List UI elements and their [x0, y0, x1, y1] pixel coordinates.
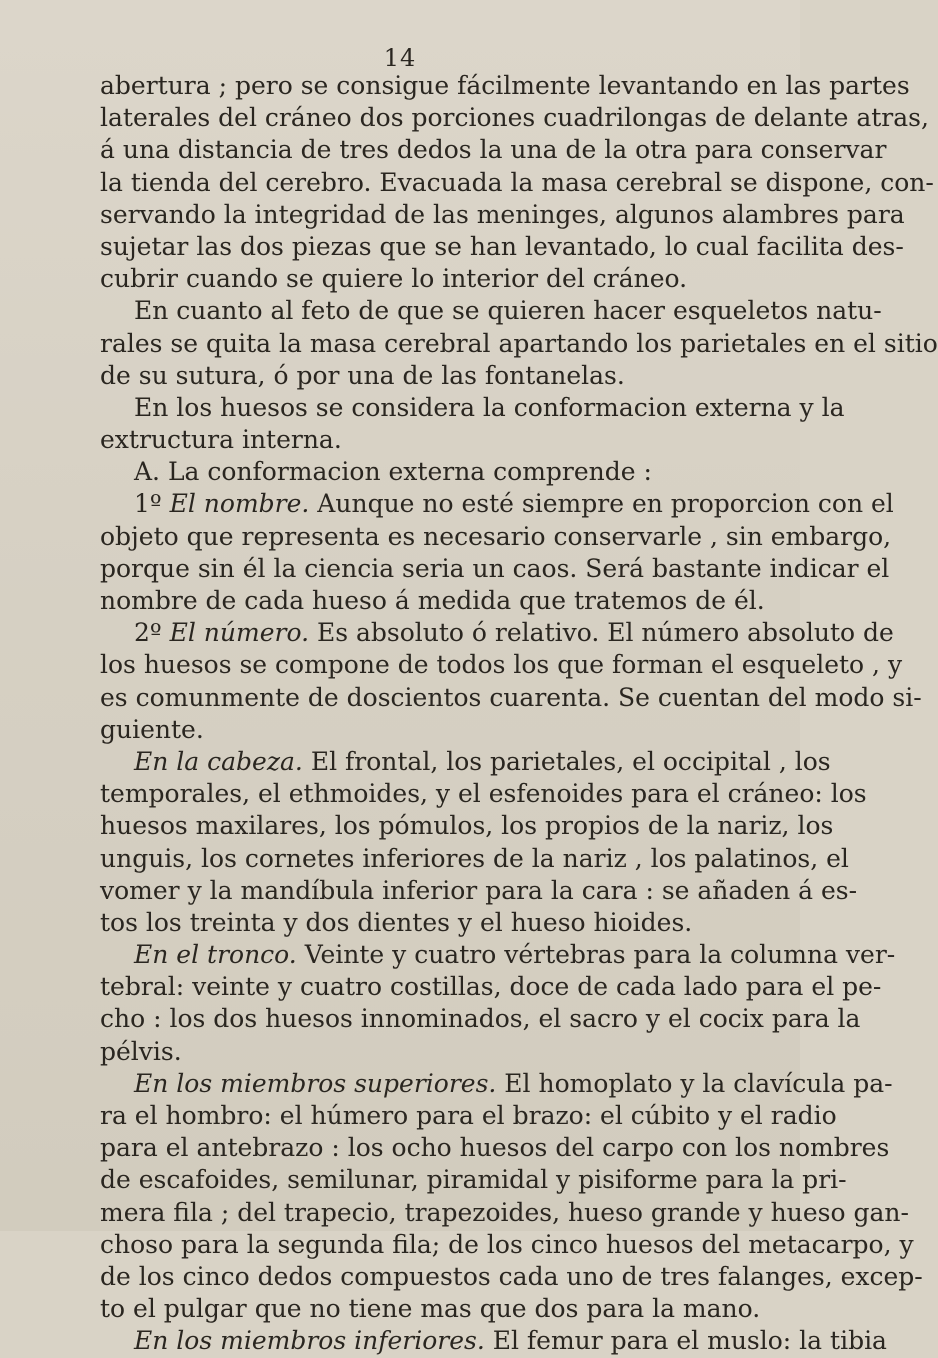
text-line: para el antebrazo : los ocho huesos del carpo con los nombres: [100, 1133, 890, 1163]
text-line: sujetar las dos piezas que se han levantado, lo cual facilita des-: [100, 231, 904, 261]
text-line: abertura ; pero se consigue fácilmente levantando en las partes: [100, 71, 910, 100]
text-line: guiente.: [100, 714, 204, 744]
text-line: á una distancia de tres dedos la una de la otra para conservar: [100, 135, 887, 165]
text-line: pélvis.: [100, 1036, 182, 1066]
italic-heading: En los miembros inferiores.: [134, 1326, 485, 1356]
text-line: tos los treinta y dos dientes y el hueso hioides.: [100, 907, 693, 937]
text-line: huesos maxilares, los pómulos, los propios de la nariz, los: [100, 811, 834, 841]
text-line: objeto que representa es necesario conservarle , sin embargo,: [100, 521, 892, 551]
italic-heading: En la cabeza.: [134, 746, 303, 776]
text-line: En la cabeza. El frontal, los parietales, el occipital , los: [134, 746, 831, 776]
text-line: choso para la segunda fila; de los cinco huesos del metacarpo, y: [100, 1229, 914, 1259]
text-line: de escafoides, semilunar, piramidal y pisiforme para la pri-: [100, 1165, 847, 1195]
text-line: cho : los dos huesos innominados, el sacro y el cocix para la: [100, 1004, 861, 1034]
page-number: 14: [383, 44, 417, 72]
text-line: laterales del cráneo dos porciones cuadrilongas de delante atras,: [100, 103, 929, 133]
text-line: de su sutura, ó por una de las fontanelas.: [100, 360, 625, 390]
text-line: es comunmente de doscientos cuarenta. Se cuentan del modo si-: [100, 682, 922, 712]
text-line: tebral: veinte y cuatro costillas, doce de cada lado para el pe-: [100, 972, 882, 1002]
text-line: 1º El nombre. Aunque no esté siempre en proporcion con el: [134, 489, 894, 519]
text-line: porque sin él la ciencia seria un caos. Será bastante indicar el: [100, 553, 890, 583]
text-line: rales se quita la masa cerebral apartando los parietales en el sitio: [100, 328, 938, 358]
text-line: to el pulgar que no tiene mas que dos para la mano.: [100, 1294, 761, 1324]
text-line: En los miembros inferiores. El femur para el muslo: la tibia: [134, 1326, 887, 1356]
text-line: nombre de cada hueso á medida que tratemos de él.: [100, 586, 765, 615]
text-line: los huesos se compone de todos los que forman el esqueleto , y: [100, 650, 903, 680]
text-line: A. La conformacion externa comprende :: [134, 457, 652, 487]
text-line: 2º El número. Es absoluto ó relativo. El número absoluto de: [134, 618, 894, 648]
text-line: de los cinco dedos compuestos cada uno de tres falanges, excep-: [100, 1261, 923, 1291]
text-line: En cuanto al feto de que se quieren hacer esqueletos natu-: [134, 296, 882, 326]
text-line: unguis, los cornetes inferiores de la nariz , los palatinos, el: [100, 843, 849, 873]
text-line: la tienda del cerebro. Evacuada la masa cerebral se dispone, con-: [100, 167, 934, 197]
body-text: [100, 70, 938, 1358]
italic-heading: El número.: [169, 618, 310, 648]
text-line: En el tronco. Veinte y cuatro vértebras para la columna ver-: [134, 940, 896, 970]
text-line: mera fila ; del trapecio, trapezoides, hueso grande y hueso gan-: [100, 1197, 909, 1227]
italic-heading: En los miembros superiores.: [134, 1068, 497, 1098]
italic-heading: En el tronco.: [134, 940, 297, 970]
text-line: En los miembros superiores. El homoplato y la clavícula pa-: [134, 1068, 893, 1098]
text-line: servando la integridad de las meninges, algunos alambres para: [100, 199, 905, 229]
text-line: ra el hombro: el húmero para el brazo: el cúbito y el radio: [100, 1101, 837, 1130]
text-line: extructura interna.: [100, 425, 342, 455]
italic-heading: El nombre.: [169, 489, 310, 519]
text-line: vomer y la mandíbula inferior para la cara : se añaden á es-: [100, 875, 858, 905]
text-line: En los huesos se considera la conformacion externa y la: [134, 392, 845, 422]
text-line: cubrir cuando se quiere lo interior del cráneo.: [100, 264, 688, 294]
text-line: temporales, el ethmoides, y el esfenoides para el cráneo: los: [100, 779, 867, 809]
